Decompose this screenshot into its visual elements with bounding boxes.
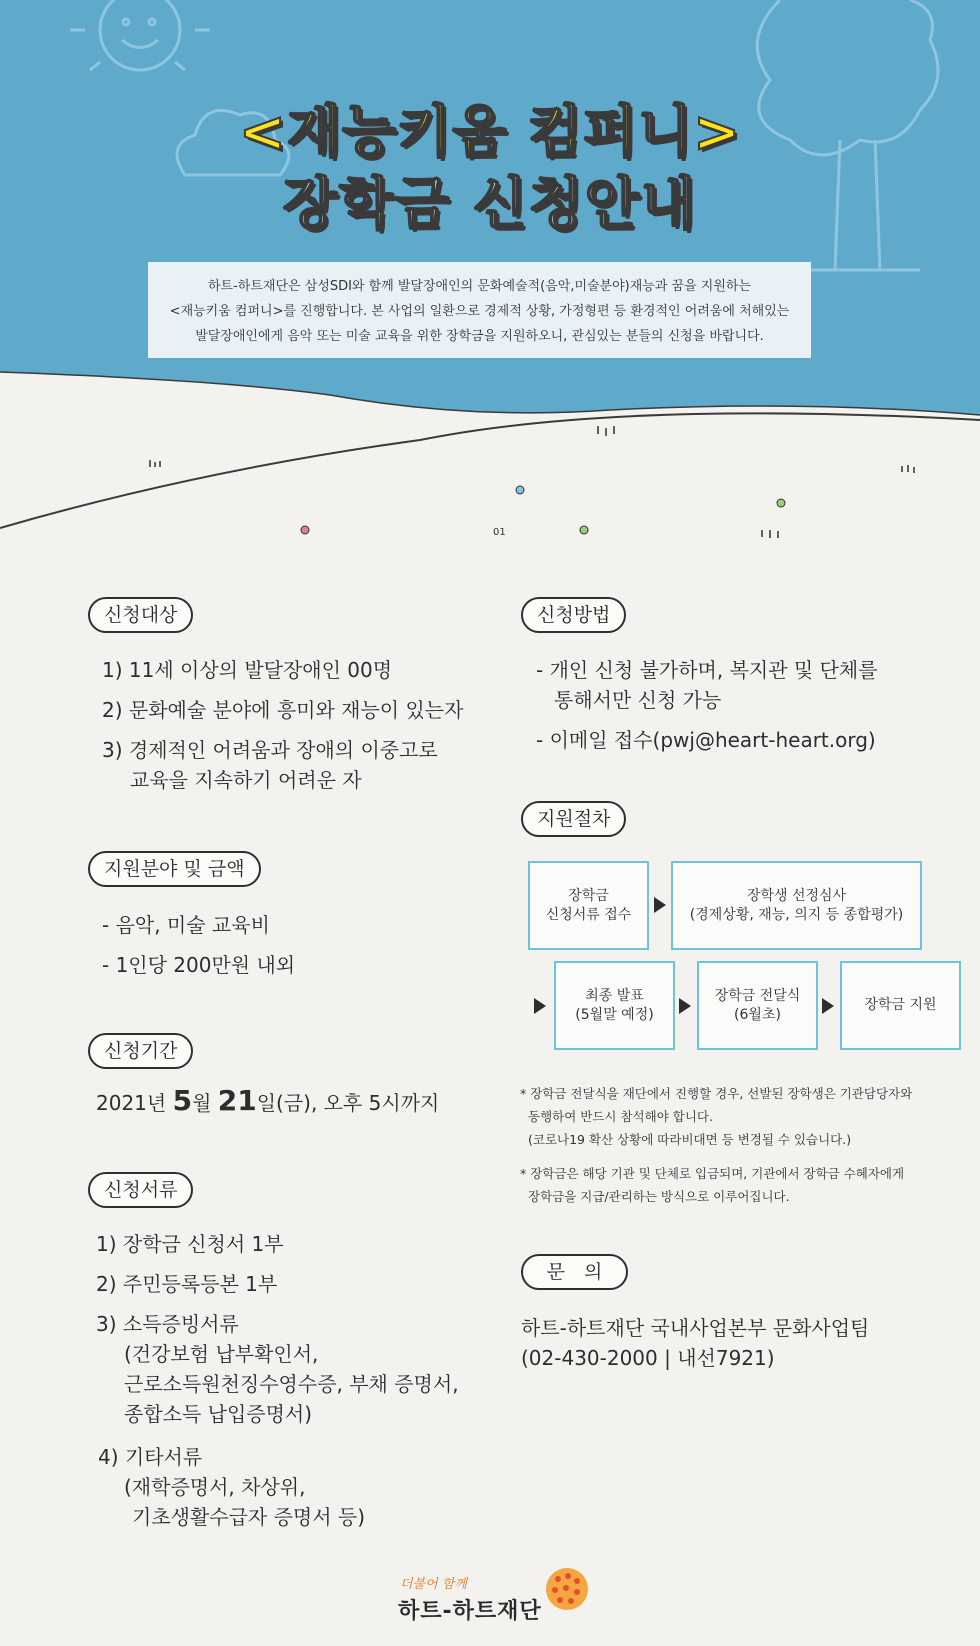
process-note: (코로나19 확산 상황에 따라비대면 등 변경될 수 있습니다.) xyxy=(528,1132,852,1147)
period-day: 21 xyxy=(217,1084,257,1117)
method-item: 통해서만 신청 가능 xyxy=(554,688,722,712)
process-step xyxy=(528,861,649,950)
documents-item: 4) 기타서류 xyxy=(98,1445,203,1469)
intro-line: 하트-하트재단은 삼성SDI와 함께 발달장애인의 문화예술적(음악,미술분야)재능과 꿈을 지원하는 xyxy=(207,279,752,294)
process-step-line: 신청서류 접수 xyxy=(545,906,632,923)
documents-item: (재학증명서, 차상위, xyxy=(124,1475,306,1499)
eligibility-item: 3) 경제적인 어려움과 장애의 이중고로 xyxy=(102,738,438,762)
eligibility-item: 교육을 지속하기 어려운 자 xyxy=(130,768,362,792)
eligibility-item: 2) 문화예술 분야에 흥미와 재능이 있는자 xyxy=(102,698,464,722)
period-month-unit: 월 xyxy=(192,1091,212,1115)
support-item: - 1인당 200만원 내외 xyxy=(102,953,296,977)
process-heading: 지원절차 xyxy=(521,801,626,837)
process-note: * 장학금 전달식을 재단에서 진행할 경우, 선발된 장학생은 기관담당자와 xyxy=(520,1086,913,1101)
documents-item: 2) 주민등록등본 1부 xyxy=(96,1272,278,1296)
process-step-line: 장학금 xyxy=(568,887,609,904)
heart-logo-icon xyxy=(544,1566,590,1612)
documents-item: (건강보험 납부확인서, xyxy=(124,1342,319,1366)
process-step-line: 장학생 선정심사 xyxy=(746,887,847,904)
documents-item: 3) 소득증빙서류 xyxy=(96,1312,239,1336)
eligibility-heading: 신청대상 xyxy=(88,597,193,633)
hero-banner xyxy=(0,0,980,540)
page-marker: 01 xyxy=(493,527,506,538)
documents-item: 기초생활수급자 증명서 등) xyxy=(132,1505,366,1529)
contact-heading: 문 의 xyxy=(521,1254,628,1290)
process-step xyxy=(554,961,675,1050)
period-month: 5 xyxy=(172,1084,193,1117)
period-suffix: 일(금), 오후 5시까지 xyxy=(256,1091,440,1115)
process-step-line: 최종 발표 xyxy=(585,987,644,1004)
arrow-right-icon xyxy=(534,998,546,1014)
documents-item: 1) 장학금 신청서 1부 xyxy=(96,1232,284,1256)
process-step xyxy=(697,961,818,1050)
footer-logo-text: 하트-하트재단 xyxy=(398,1599,542,1624)
method-heading: 신청방법 xyxy=(521,597,626,633)
contact-line: 하트-하트재단 국내사업본부 문화사업팀 xyxy=(521,1316,870,1340)
process-note: 장학금을 지급/관리하는 방식으로 이루어집니다. xyxy=(528,1189,790,1204)
footer-slogan: 더불어 함께 xyxy=(400,1577,467,1592)
process-note: * 장학금은 해당 기관 및 단체로 입금되며, 기관에서 장학금 수혜자에게 xyxy=(520,1166,905,1181)
period-text xyxy=(96,1084,439,1117)
intro-box xyxy=(148,262,811,358)
process-step-line: 장학금 전달식 xyxy=(714,987,801,1004)
process-step xyxy=(840,961,961,1050)
contact-line: (02-430-2000 | 내선7921) xyxy=(521,1346,775,1370)
process-step-line: 장학금 지원 xyxy=(864,997,937,1013)
support-item: - 음악, 미술 교육비 xyxy=(102,913,270,937)
method-item: - 개인 신청 불가하며, 복지관 및 단체를 xyxy=(536,658,878,682)
main-title-line2: 장학금 신청안내 xyxy=(282,172,698,237)
main-title-line1: <재능키움 컴퍼니> xyxy=(238,100,741,165)
period-prefix: 2021년 xyxy=(96,1091,167,1115)
process-step-line: (5월말 예정) xyxy=(575,1006,654,1023)
period-heading: 신청기간 xyxy=(88,1033,193,1069)
process-note: 동행하여 반드시 참석해야 합니다. xyxy=(528,1109,713,1124)
process-step-line: (경제상황, 재능, 의지 등 종합평가) xyxy=(689,906,904,923)
intro-line: <재능키움 컴퍼니>를 진행합니다. 본 사업의 일환으로 경제적 상황, 가정형편 등 환경적인 어려움에 처해있는 xyxy=(169,304,790,319)
arrow-right-icon xyxy=(654,897,666,913)
documents-heading: 신청서류 xyxy=(88,1172,193,1208)
method-item: - 이메일 접수(pwj@heart-heart.org) xyxy=(536,728,876,752)
support-heading: 지원분야 및 금액 xyxy=(88,851,261,887)
documents-item: 종합소득 납입증명서) xyxy=(124,1402,313,1426)
intro-line: 발달장애인에게 음악 또는 미술 교육을 위한 장학금을 지원하오니, 관심있는 분들의 신청을 바랍니다. xyxy=(195,329,764,344)
eligibility-item: 1) 11세 이상의 발달장애인 00명 xyxy=(102,658,393,682)
documents-item: 근로소득원천징수영수증, 부채 증명서, xyxy=(124,1372,459,1396)
arrow-right-icon xyxy=(822,998,834,1014)
process-step xyxy=(671,861,922,950)
process-step-line: (6월초) xyxy=(734,1006,781,1023)
arrow-right-icon xyxy=(679,998,691,1014)
